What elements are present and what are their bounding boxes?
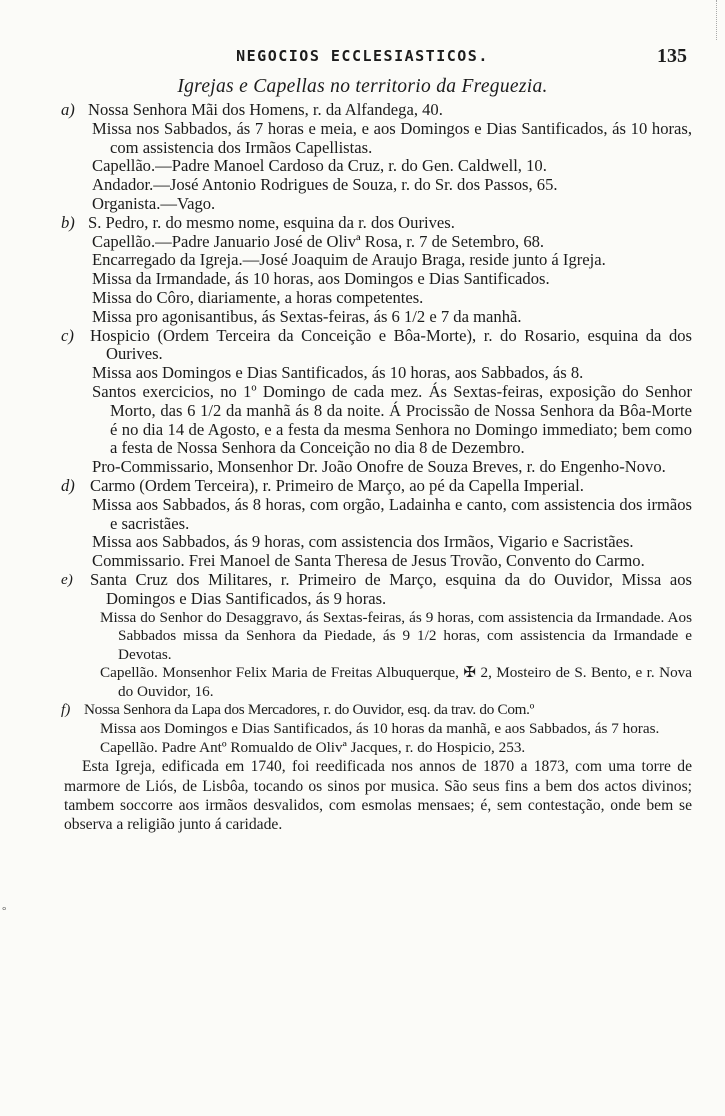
margin-dot-icon: ° bbox=[2, 905, 7, 917]
entry-line: Capellão. Padre Antº Romualdo de Olivª Jacques, r. do Hospicio, 253. bbox=[100, 738, 526, 756]
entry-line: Missa do Senhor do Desaggravo, ás Sextas-feiras, ás 9 horas, com assistencia da Irmandade. Aos Sabbados missa da Senhora da Piedade, ás 9 1/2 horas, com assistencia da Irmandade e Devotas. bbox=[100, 608, 692, 663]
entry-line: Capellão.—Padre Januario José de Olivª Rosa, r. 7 de Setembro, 68. bbox=[92, 231, 545, 251]
entry-line: Capellão.—Padre Manoel Cardoso da Cruz, r. do Gen. Caldwell, 10. bbox=[92, 156, 547, 176]
entry-title: Nossa Senhora Mãi dos Homens, r. da Alfandega, 40. bbox=[88, 100, 443, 119]
entry-line: Pro-Commissario, Monsenhor Dr. João Onofre de Souza Breves, r. do Engenho-Novo. bbox=[92, 457, 666, 477]
entry-letter: e) bbox=[61, 570, 73, 588]
section-subtitle: Igrejas e Capellas no territorio da Freguezia. bbox=[177, 76, 548, 97]
entry-d bbox=[61, 475, 692, 571]
header-title: NEGOCIOS ECCLESIASTICOS. bbox=[236, 47, 489, 65]
entry-line: Commissario. Frei Manoel de Santa Theresa de Jesus Trovão, Convento do Carmo. bbox=[92, 551, 645, 571]
entry-line: Encarregado da Igreja.—José Joaquim de Araujo Braga, reside junto á Igreja. bbox=[92, 250, 606, 270]
entry-line: Missa aos Domingos e Dias Santificados, ás 10 horas da manhã, e aos Sabbados, ás 7 horas. bbox=[100, 720, 660, 738]
entry-letter: c) bbox=[61, 325, 74, 345]
entry-title: Carmo (Ordem Terceira), r. Primeiro de Março, ao pé da Capella Imperial. bbox=[90, 475, 584, 495]
entry-line: Missa aos Sabbados, ás 8 horas, com orgão, Ladainha e canto, com assistencia dos irmãos e sacristães. bbox=[92, 494, 692, 533]
entry-b bbox=[61, 212, 692, 327]
entry-letter: d) bbox=[61, 475, 75, 495]
entry-line: Missa do Côro, diariamente, a horas competentes. bbox=[92, 287, 424, 307]
entry-line: Missa aos Sabbados, ás 9 horas, com assistencia dos Irmãos, Vigario e Sacristães. bbox=[92, 532, 634, 552]
margin-mark bbox=[712, 0, 717, 40]
entry-line: Missa pro agonisantibus, ás Sextas-feiras, ás 6 1/2 e 7 da manhã. bbox=[92, 306, 522, 326]
running-header bbox=[0, 47, 725, 73]
body-text bbox=[61, 100, 692, 835]
entry-line: Missa aos Domingos e Dias Santificados, ás 10 horas, aos Sabbados, ás 8. bbox=[92, 363, 584, 383]
entry-letter: f) bbox=[61, 701, 71, 719]
entry-e bbox=[61, 569, 692, 702]
page-number: 135 bbox=[657, 45, 687, 67]
entry-c bbox=[61, 325, 692, 477]
entry-title: Nossa Senhora da Lapa dos Mercadores, r. do Ouvidor, esq. da trav. do Com.º bbox=[84, 701, 535, 719]
closing-paragraph: Esta Igreja, edificada em 1740, foi reedificada nos annos de 1870 a 1873, com uma torre de marmore de Liós, de Lisbôa, tocando os sinos por musica. São seus fins a bem dos actos divinos; tambem soccorre aos irmãos desvalidos, com esmolas mensaes; é, sem contestação, onde bem se observa a religião junto á caridade. bbox=[64, 758, 692, 834]
entry-title: S. Pedro, r. do mesmo nome, esquina da r. dos Ourives. bbox=[88, 212, 455, 232]
entry-line: Capellão. Monsenhor Felix Maria de Freitas Albuquerque, ✠ 2, Mosteiro de S. Bento, e r. Nova do Ouvidor, 16. bbox=[100, 664, 692, 700]
entry-f bbox=[61, 701, 692, 757]
entry-line: Missa nos Sabbados, ás 7 horas e meia, e aos Domingos e Dias Santificados, ás 10 horas, com assistencia dos Irmãos Capellistas. bbox=[92, 118, 692, 157]
entry-title: Hospicio (Ordem Terceira da Conceição e Bôa-Morte), r. do Rosario, esquina da dos Ourives. bbox=[90, 325, 692, 364]
entry-a bbox=[61, 100, 692, 214]
entry-line: Organista.—Vago. bbox=[92, 193, 216, 213]
entry-line: Missa da Irmandade, ás 10 horas, aos Domingos e Dias Santificados. bbox=[92, 269, 550, 289]
entry-title: Santa Cruz dos Militares, r. Primeiro de Março, esquina da do Ouvidor, Missa aos Domingos e Dias Santificados, ás 9 horas. bbox=[90, 569, 692, 608]
entry-letter: a) bbox=[61, 100, 75, 119]
entry-line: Andador.—José Antonio Rodrigues de Souza, r. do Sr. dos Passos, 65. bbox=[92, 175, 558, 195]
entry-letter: b) bbox=[61, 212, 75, 232]
entry-line: Santos exercicios, no 1º Domingo de cada mez. Ás Sextas-feiras, exposição do Senhor Morto, das 6 1/2 da manhã ás 8 da noite. Á Procissão de Nossa Senhora da Bôa-Morte é no dia 14 de Agosto, e a festa da mesma Senhora no Domingo immediato; bem como a festa de Nossa Senhora da Conceição no dia 8 de Dezembro. bbox=[92, 381, 692, 458]
